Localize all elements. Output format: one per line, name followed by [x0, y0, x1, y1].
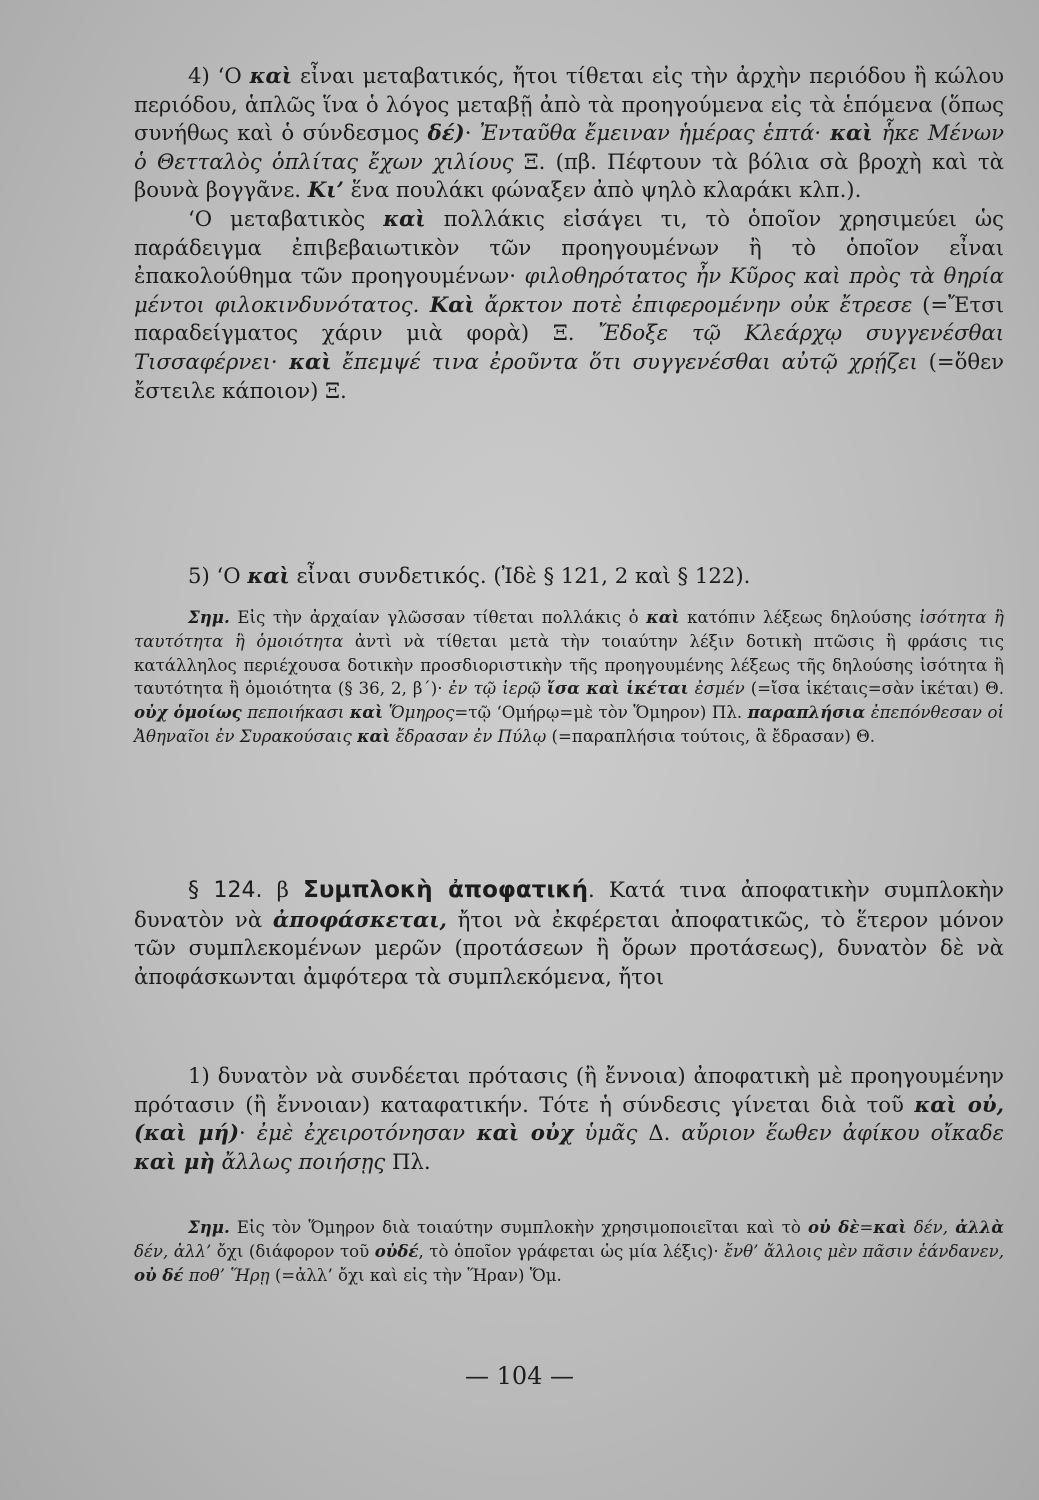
- note-2: Σημ. Εἰς τὸν Ὅμηρον διὰ τοιαύτην συμπλοκὴν χρησιμοποιεῖται καὶ τὸ οὐ δὲ=καὶ δέν, ἀλλὰ δέν, ἀλλ’ ὄχι (διάφορον τοῦ οὐδέ, τὸ ὁποῖον γράφεται ὡς μία λέξις)· ἔνθ’ ἄλλοις μὲν πᾶσιν ἑάνδανεν, οὐ δέ ποθ’ Ἥρῃ (=ἀλλ’ ὄχι καὶ εἰς τὴν Ἥραν) Ὅμ.: [134, 1217, 1004, 1285]
- note-1: Σημ. Εἰς τὴν ἀρχαίαν γλῶσσαν τίθεται πολλάκις ὁ καὶ κατόπιν λέξεως δηλούσης ἰσότητα ἢ ταυτότητα ἢ ὁμοιότητα ἀντὶ νὰ τίθεται μετὰ τὴν τοιαύτην λέξιν δοτικὴ πτῶσις ἢ φράσις τις κατάλληλος περιέχουσα δοτικὴν προσδιοριστικὴν τῆς προηγουμένης λέξεως τῆς δηλούσης ἰσότητα ἢ ταυτότητα ἢ ὁμοιότητα (§ 36, 2, β΄)· ἐν τῷ ἱερῷ ἴσα καὶ ἱκέται ἐσμέν (=ἴσα ἱκέταις=σὰν ἱκέται) Θ. οὐχ ὁμοίως πεποιήκασι καὶ Ὅμηρος=τῷ ‘Ομήρῳ=μὲ τὸν Ὅμηρον) Πλ. παραπλήσια ἐπεπόνθεσαν οἱ Ἀθηναῖοι ἐν Συρακούσαις καὶ ἔδρασαν ἐν Πύλῳ (=παραπλήσια τούτοις, ἃ ἔδρασαν) Θ.: [134, 607, 1005, 746]
- note-1-block: [134, 606, 1004, 749]
- paragraph-5: 5) ‘Ο καὶ εἶναι συνδετικός. (Ἰδὲ § 121, 2 καὶ § 122).: [188, 563, 751, 588]
- paragraph-5-block: [134, 562, 1004, 591]
- paragraph-4: 4) ‘Ο καὶ εἶναι μεταβατικός, ἤτοι τίθεται εἰς τὴν ἀρχὴν περιόδου ἢ κώλου περιόδου, ἁπλῶς ἵνα ὁ λόγος μεταβῇ ἀπὸ τὰ προηγούμενα εἰς τὰ ἑπόμενα (ὅπως συνήθως καὶ ὁ σύνδεσμος δέ)· Ἐνταῦθα ἔμειναν ἡμέρας ἑπτά· καὶ ἧκε Μένων ὁ Θετταλὸς ὁπλίτας ἔχων χιλίους Ξ. (πβ. Πέφτουν τὰ βόλια σὰ βροχὴ καὶ τὰ βουνὰ βογγᾶνε. Κι’ ἕνα πουλάκι φώναξεν ἀπὸ ψηλὸ κλαράκι κλπ.).: [134, 63, 1004, 203]
- paragraph-1: 1) δυνατὸν νὰ συνδέεται πρότασις (ἢ ἔννοια) ἀποφατικὴ μὲ προηγουμένην πρότασιν (ἢ ἔννοιαν) καταφατικήν. Τότε ἡ σύνδεσις γίνεται διὰ τοῦ καὶ οὐ, (καὶ μή)· ἐμὲ ἐχειροτόνησαν καὶ οὐχ ὑμᾶς Δ. αὔριον ἕωθεν ἀφίκου οἴκαδε καὶ μὴ ἄλλως ποιήσῃς Πλ.: [134, 1063, 1005, 1174]
- section-124-block: [134, 876, 1004, 991]
- paragraph-4-continuation: ‘Ο μεταβατικὸς καὶ πολλάκις εἰσάγει τι, τὸ ὁποῖον χρησιμεύει ὡς παράδειγμα ἐπιβεβαιωτικὸν τῶν προηγουμένων ἢ τὸ ὁποῖον εἶναι ἐπακολούθημα τῶν προηγουμένων· φιλοθηρότατος ἦν Κῦρος καὶ πρὸς τὰ θηρία μέντοι φιλοκινδυνότατος. Καὶ ἄρκτον ποτὲ ἐπιφερομένην οὐκ ἔτρεσε (=Ἔτσι παραδείγματος χάριν μιὰ φορὰ) Ξ. Ἔδοξε τῷ Κλεάρχῳ συγγενέσθαι Τισσαφέρνει· καὶ ἔπεμψέ τινα ἐροῦντα ὅτι συγγενέσθαι αὐτῷ χρῄζει (=ὅθεν ἔστειλε κάποιον) Ξ.: [134, 205, 1005, 403]
- paragraph-1-block: [134, 1062, 1004, 1176]
- section-title: Συμπλοκὴ ἀποφατική: [303, 877, 589, 903]
- note-2-block: [134, 1216, 1004, 1287]
- section-124: § 124. β Συμπλοκὴ ἀποφατική. Κατά τινα ἀποφατικὴν συμπλοκὴν δυνατὸν νὰ ἀποφάσκεται, ἤτοι νὰ ἐκφέρεται ἀποφατικῶς, τὸ ἕτερον μόνον τῶν συμπλεκομένων μερῶν (προτάσεων ἢ ὅρων προτάσεως), δυνατὸν δὲ νὰ ἀποφάσκωνται ἀμφότερα τὰ συμπλεκόμενα, ἤτοι: [134, 877, 1004, 989]
- paragraph-4-block: [134, 62, 1004, 405]
- section-number: § 124.: [188, 878, 263, 903]
- page-number: — 104 —: [464, 1362, 575, 1390]
